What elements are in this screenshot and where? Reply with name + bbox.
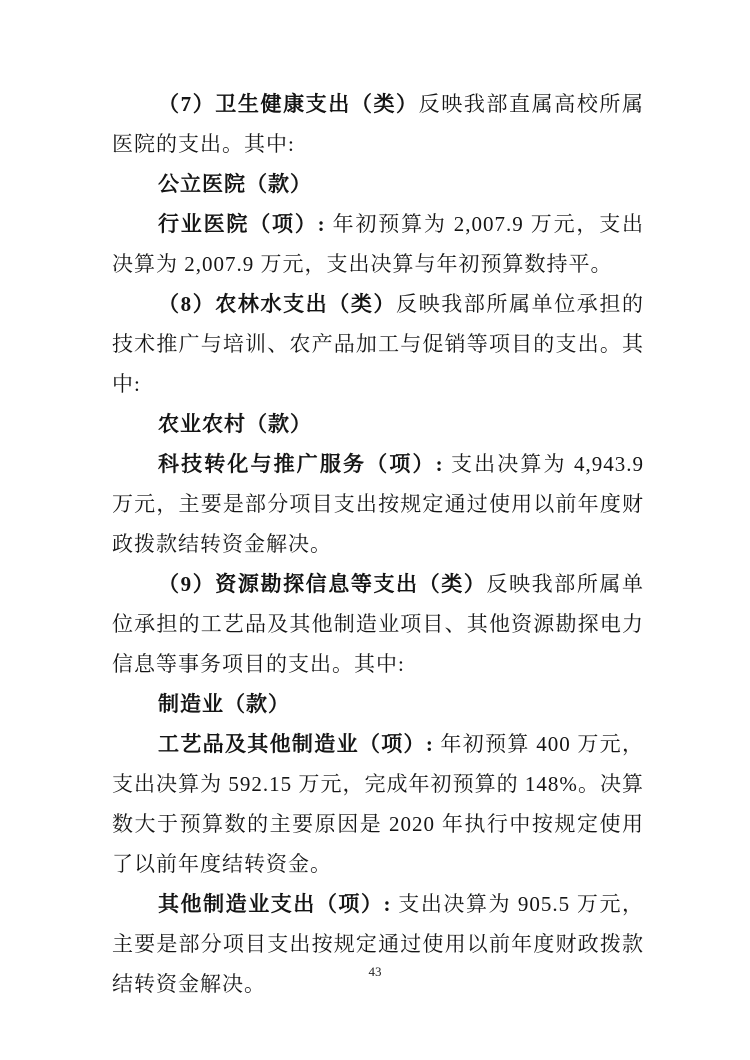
paragraph-industry-hospital-item — [112, 204, 644, 284]
paragraph-other-manufacturing-item — [112, 884, 644, 1004]
paragraph-lead: 科技转化与推广服务（项）: — [158, 452, 451, 476]
paragraph-text: 支出决算为 905.5 万元，主要是部分项目支出按规定通过使用以前年度财政拨款结转资金解决。 — [112, 892, 644, 996]
paragraph-text: 支出决算为 4,943.9 万元，主要是部分项目支出按规定通过使用以前年度财政拨款结转资金解决。 — [112, 452, 644, 556]
paragraph-text: 反映我部所属单位承担的技术推广与培训、农产品加工与促销等项目的支出。其中: — [112, 292, 644, 396]
paragraph-text: 年初预算 400 万元，支出决算为 592.15 万元，完成年初预算的 148%。决算数大于预算数的主要原因是 2020 年执行中按规定使用了以前年度结转资金。 — [112, 732, 644, 876]
paragraph-lead: （7）卫生健康支出（类） — [158, 92, 419, 116]
paragraph-lead: （8）农林水支出（类） — [158, 292, 397, 316]
paragraph-lead: （9）资源勘探信息等支出（类） — [158, 572, 487, 596]
paragraph-lead: 农业农村（款） — [158, 412, 312, 436]
paragraph-crafts-manufacturing-item — [112, 724, 644, 884]
paragraph-manufacturing-section — [112, 684, 644, 724]
document-body — [112, 84, 644, 1004]
paragraph-lead: 制造业（款） — [158, 692, 290, 716]
paragraph-lead: 行业医院（项）: — [158, 212, 333, 236]
paragraph-lead: 其他制造业支出（项）: — [158, 892, 399, 916]
paragraph-lead: 公立医院（款） — [158, 172, 312, 196]
paragraph-tech-transfer-item — [112, 444, 644, 564]
paragraph-text: 反映我部所属单位承担的工艺品及其他制造业项目、其他资源勘探电力信息等事务项目的支出。其中: — [112, 572, 645, 676]
paragraph-health-expenditure-class — [112, 84, 644, 164]
paragraph-resource-exploration-class — [112, 564, 644, 684]
paragraph-agriculture-expenditure-class — [112, 284, 644, 404]
paragraph-text: 年初预算为 2,007.9 万元，支出决算为 2,007.9 万元，支出决算与年初预算数持平。 — [112, 212, 644, 276]
paragraph-lead: 工艺品及其他制造业（项）: — [158, 732, 441, 756]
paragraph-public-hospital-section — [112, 164, 644, 204]
paragraph-agriculture-rural-section — [112, 404, 644, 444]
page-number: 43 — [368, 964, 382, 979]
paragraph-text: 反映我部直属高校所属医院的支出。其中: — [112, 92, 645, 156]
